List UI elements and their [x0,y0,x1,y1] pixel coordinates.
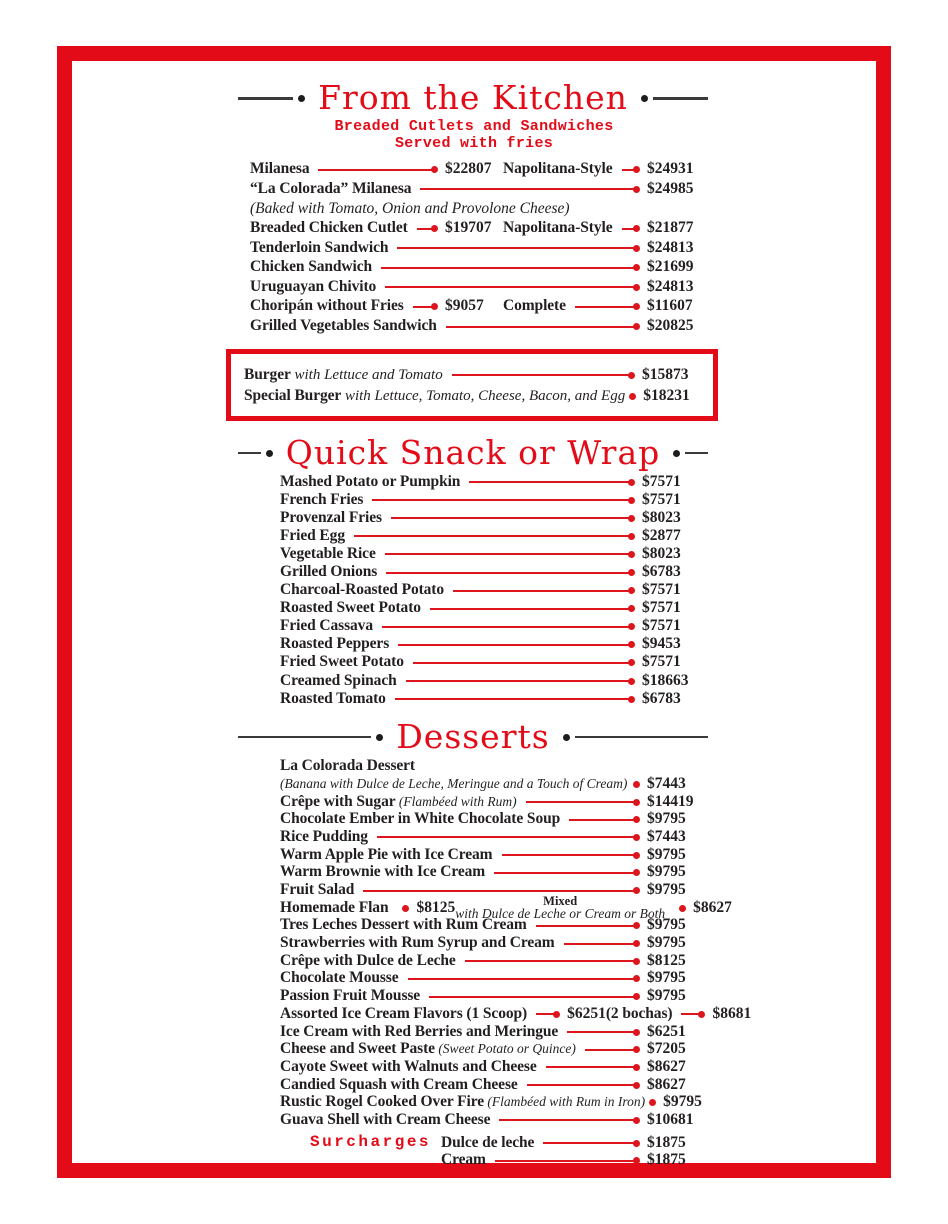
item-name: Candied Squash with Cream Cheese [280,1075,518,1093]
item-name: Burger with Lettuce and Tomato [244,365,443,383]
leader-line [465,960,638,962]
menu-item-row [280,563,700,581]
item-price: $8023 [642,544,681,562]
menu-item-row [280,793,705,811]
divider-dot [266,450,273,457]
item-price: $21699 [647,258,694,276]
item-name: Breaded Chicken Cutlet [250,219,408,237]
item-price: $21877 [647,219,694,237]
menu-item-row [280,987,705,1005]
menu-item-row [280,1111,705,1129]
divider-dot [376,734,383,741]
menu-item-row [280,1093,705,1111]
leader-line [398,644,633,646]
leader-line [494,872,638,874]
leader-line [622,228,639,230]
item-price: $9795 [647,987,686,1005]
menu-item-row [280,527,700,545]
item-price: $18663 [642,671,689,689]
leader-line [452,374,633,376]
menu-item-row [280,970,705,988]
item-price: $9795 [647,845,686,863]
item-price: $24985 [647,179,694,197]
menu-item-row [280,545,700,563]
menu-item-row [280,672,700,690]
menu-item-row [441,1151,705,1169]
item-name: Choripán without Fries [250,297,404,315]
item-name: Ice Cream with Red Berries and Meringue [280,1022,559,1040]
item-name: La Colorada Dessert [280,757,415,775]
leader-line [318,169,436,171]
leader-line [469,481,633,483]
leader-line [391,517,633,519]
item-name: Charcoal-Roasted Potato [280,581,445,599]
leader-line [395,698,633,700]
item-name: Fried Sweet Potato [280,653,404,671]
menu-item-row [280,828,705,846]
divider-line [238,97,293,100]
item-descriptor: with Lettuce, Tomato, Cheese, Bacon, and Egg [341,388,626,405]
item-name: Chocolate Ember in White Chocolate Soup [280,810,561,828]
leader-line [413,306,436,308]
item-variant-label: (2 bochas) [605,1004,673,1022]
item-name: Uruguayan Chivito [250,277,377,295]
leader-line [381,267,638,269]
item-name: Provenzal Fries [280,508,382,526]
leader-line [527,1084,638,1086]
item-price: $9795 [647,810,686,828]
leader-line [453,590,633,592]
item-name: Cayote Sweet with Walnuts and Cheese [280,1057,537,1075]
menu-item-row [250,316,705,336]
mid-option-title: Mixed [543,893,578,908]
menu-item-row [250,179,705,199]
item-variant-label: Complete [503,297,566,315]
item-price: $1875 [647,1133,686,1151]
section-header-quick-snack-or-wrap [238,432,708,472]
leader-line [536,1013,558,1015]
item-price: $8023 [642,508,681,526]
item-name: Warm Brownie with Ice Cream [280,863,486,881]
item-name: Vegetable Rice [280,544,376,562]
menu-item-row [280,893,732,922]
surcharges-item-list [441,1134,705,1169]
item-price: $15873 [642,365,689,383]
leader-line [499,1119,638,1121]
divider-dot [641,95,648,102]
item-price: $7205 [647,1040,686,1058]
item-price: $7571 [642,581,681,599]
item-name: Tenderloin Sandwich [250,238,389,256]
item-price: $19707 [445,219,492,237]
item-price: $9795 [647,934,686,952]
section-title: From the Kitchen [318,78,628,117]
item-price: $7571 [642,599,681,617]
item-note: (Baked with Tomato, Onion and Provolone Cheese) [250,199,570,217]
leader-line [636,783,638,785]
menu-item-row [280,1040,705,1058]
item-price: $8627 [647,1057,686,1075]
item-name: Mashed Potato or Pumpkin [280,472,461,490]
menu-item-row [280,653,700,671]
item-name: Guava Shell with Cream Cheese [280,1110,491,1128]
item-price: $18231 [643,387,690,405]
item-name: Warm Apple Pie with Ice Cream [280,845,493,863]
menu-item-row [280,846,705,864]
item-price: $6783 [642,563,681,581]
item-name: Fried Egg [280,526,345,544]
item-name: Strawberries with Rum Syrup and Cream [280,934,555,952]
item-main-segment [250,219,503,237]
leader-line [546,1066,638,1068]
item-name: Special Burger with Lettuce, Tomato, Cheese, Bacon, and Egg [244,387,626,405]
leader-line [446,326,638,328]
menu-item-row [280,1076,705,1094]
item-price: $1875 [647,1151,686,1169]
surcharges-label: Surcharges [310,1132,432,1151]
menu-item-row [244,364,700,386]
menu-item-row [250,297,705,317]
menu-item-row [280,509,700,527]
item-name: Roasted Tomato [280,689,386,707]
leader-line [495,1160,638,1162]
menu-item-row [280,1004,752,1023]
menu-red-border-frame [57,46,891,1178]
leader-line [681,1013,703,1015]
leader-line [354,535,633,537]
leader-line [385,553,633,555]
item-descriptor: with Lettuce and Tomato [290,366,443,383]
menu-item-row [280,1058,705,1076]
menu-item-row [250,238,705,258]
leader-line [674,907,684,909]
item-variant-label: Napolitana-Style [503,219,613,237]
item-price: $2877 [642,526,681,544]
item-name: Rustic Rogel Cooked Over Fire (Flambéed with Rum in Iron) [280,1093,646,1111]
menu-item-row [280,599,700,617]
item-price: $9795 [647,969,686,987]
item-name: Chocolate Mousse [280,969,399,987]
leader-line [526,801,638,803]
menu-item-row [280,473,700,491]
divider-line [685,452,708,455]
divider-line [238,452,261,455]
menu-content [72,78,876,1183]
item-price: $24931 [647,160,694,178]
leader-line [372,499,633,501]
item-price: $14419 [647,792,694,810]
item-name: Fruit Salad [280,881,355,899]
item-price: $7571 [642,472,681,490]
menu-item-row [280,581,700,599]
item-price: $8125 [416,898,456,916]
divider-dot [673,450,680,457]
leader-line [413,662,633,664]
section-header-desserts [238,716,708,756]
item-name: Chicken Sandwich [250,258,373,276]
item-variant-segment [503,219,705,237]
item-name: Homemade Flan [280,898,389,916]
item-name: Roasted Peppers [280,635,390,653]
item-price: $6251 [647,1022,686,1040]
kitchen-item-list [250,160,705,336]
item-name: Roasted Sweet Potato [280,599,421,617]
item-price: $8681 [712,1004,752,1022]
section-title: Desserts [396,716,550,756]
leader-line [536,925,638,927]
menu-item-row [280,690,700,708]
item-price: $9453 [642,635,681,653]
leader-line [386,572,633,574]
menu-item-row [250,160,705,180]
menu-item-row [280,810,705,828]
item-name: Crêpe with Sugar (Flambéed with Rum) [280,792,517,810]
item-descriptor: (Flambéed with Rum) [395,793,517,809]
leader-line [397,247,638,249]
item-variant-segment [503,160,705,178]
item-price: $6783 [642,689,681,707]
leader-line [543,1142,638,1144]
item-variant-label: Napolitana-Style [503,160,613,178]
item-price: $8125 [647,951,686,969]
leader-line [502,854,639,856]
item-price: $7571 [642,617,681,635]
item-main-segment [250,160,503,178]
item-price: $7571 [642,490,681,508]
item-price: $9795 [647,881,686,899]
menu-item-row [441,1134,705,1152]
leader-line [377,836,638,838]
divider-line [238,736,371,739]
item-name: French Fries [280,490,364,508]
item-price: $20825 [647,317,694,335]
item-price: $7443 [647,827,686,845]
item-name: Milanesa [250,160,310,178]
burger-highlight-box [226,349,718,421]
menu-item-row [280,775,705,793]
divider-dot [563,734,570,741]
dessert-item-list [280,757,752,1128]
leader-line [363,890,638,892]
menu-item-row [280,635,700,653]
subtitle-line-2: Served with fries [394,134,554,152]
item-name: Grilled Onions [280,563,378,581]
item-descriptor: (Sweet Potato or Quince) [434,1041,576,1057]
item-main-segment [250,297,503,315]
leader-line [575,306,638,308]
item-name: Grilled Vegetables Sandwich [250,317,437,335]
item-name: Dulce de leche [441,1133,535,1151]
item-price: $9795 [647,863,686,881]
item-name: Passion Fruit Mousse [280,987,421,1005]
item-name: Cream [441,1151,486,1169]
item-price: $8627 [693,898,732,916]
item-name: Cheese and Sweet Paste (Sweet Potato or Quince) [280,1040,576,1058]
divider-line [653,97,708,100]
item-note: (Banana with Dulce de Leche, Meringue and a Touch of Cream) [280,775,628,791]
menu-item-row [250,277,705,297]
leader-line [397,907,407,909]
leader-line [564,943,638,945]
leader-line [406,680,633,682]
leader-line [569,819,638,821]
subtitle-line-1: Breaded Cutlets and Sandwiches [334,117,614,135]
mid-option-descriptor: with Dulce de Leche or Cream or Both [455,906,666,922]
item-price: $7571 [642,653,681,671]
menu-item-row [250,257,705,277]
item-price: $9057 [445,297,484,315]
item-price: $9795 [663,1093,702,1111]
burger-item-list [244,364,700,407]
item-price: $6251 [567,1004,606,1022]
leader-line [429,996,638,998]
menu-item-row [280,1023,705,1041]
item-name: Fried Cassava [280,617,373,635]
leader-line [585,1049,638,1051]
item-price: $24813 [647,277,694,295]
menu-item-row [280,863,705,881]
quick-snack-item-list [280,473,700,708]
item-price: $11607 [647,297,693,315]
divider-dot [298,95,305,102]
menu-item-row [244,385,700,407]
item-price: $22807 [445,160,492,178]
menu-item-row [280,491,700,509]
item-price: $8627 [647,1075,686,1093]
leader-line [417,228,436,230]
leader-line [382,626,633,628]
menu-item-row [280,617,700,635]
leader-line [408,978,638,980]
item-name: Crêpe with Dulce de Leche [280,951,456,969]
leader-line [567,1031,638,1033]
leader-line [420,188,638,190]
leader-line [385,286,638,288]
menu-item-row [250,218,705,238]
item-name: Rice Pudding [280,827,368,845]
leader-line [430,608,633,610]
menu-item-row [280,952,705,970]
item-price: $10681 [647,1110,694,1128]
item-name: “La Colorada” Milanesa [250,179,412,197]
item-price: $24813 [647,238,694,256]
menu-item-row [280,934,705,952]
item-name: Tres Leches Dessert with Rum Cream [280,916,527,934]
leader-line [622,169,639,171]
section-title: Quick Snack or Wrap [285,432,661,472]
item-variant-segment [503,297,705,315]
item-price: $9795 [647,916,686,934]
menu-item-row [280,757,705,775]
item-name: Assorted Ice Cream Flavors (1 Scoop) [280,1004,528,1022]
item-price: $7443 [647,774,686,792]
section-header-from-the-kitchen [238,78,708,117]
divider-line [575,736,708,739]
section-subtitle [72,119,876,153]
item-name: Creamed Spinach [280,671,397,689]
item-descriptor: (Flambéed with Rum in Iron) [484,1094,646,1110]
surcharges-block [310,1134,705,1169]
